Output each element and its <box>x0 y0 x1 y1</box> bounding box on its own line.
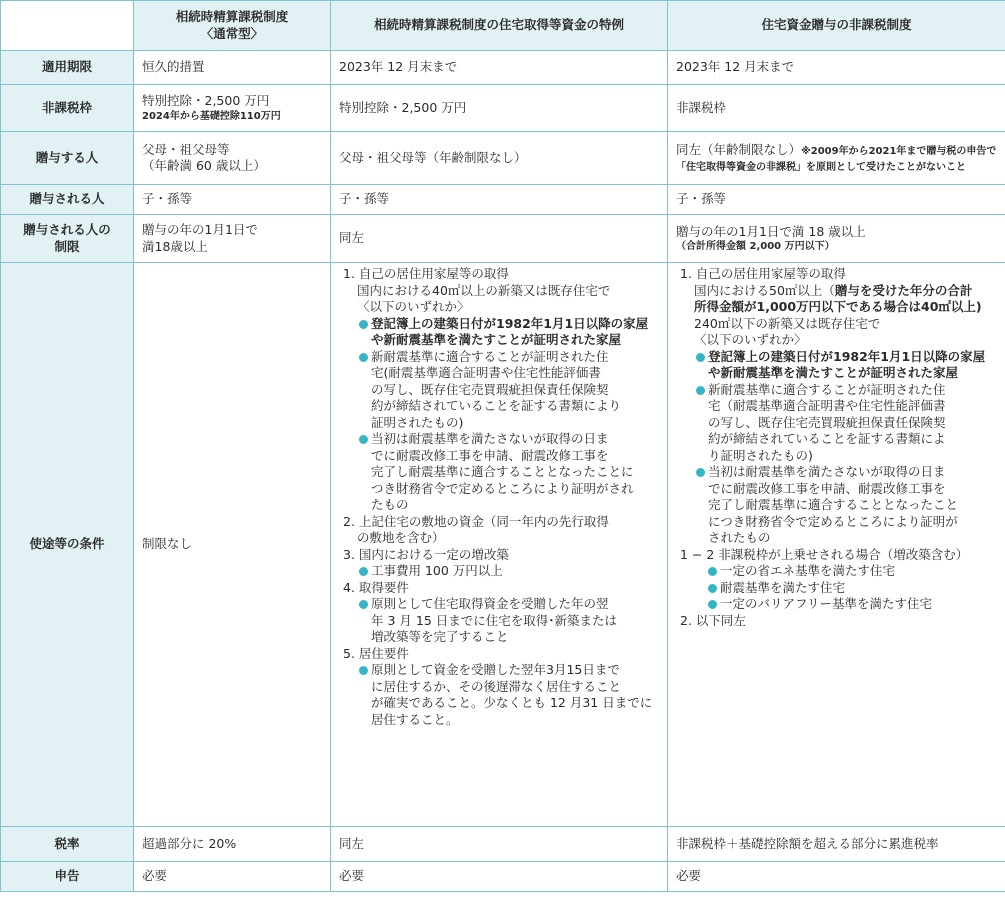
cell-taxrate-exempt: 非課税枠＋基礎控除額を超える部分に累進税率 <box>668 827 1005 862</box>
usage-exempt-cont: 約が締結されていることを証する書類によ <box>708 431 946 446</box>
limit-label-line1: 贈与される人の <box>23 222 111 237</box>
usage-exempt-bullet: 当初は耐震基準を満たさないが取得の日ま <box>676 464 997 481</box>
usage-exempt-text-a: 国内における50㎡以上（ <box>694 282 835 298</box>
usage-exempt-text-b: 贈与を受けた年分の合計 <box>834 282 973 298</box>
usage-exempt-bullet: 耐震基準を満たす住宅 <box>676 580 997 597</box>
usage-special-bullet: 当初は耐震基準を満たさないが取得の日ま <box>339 431 659 448</box>
header-row <box>1 1 1005 51</box>
cell-period-exempt: 2023年 12 月末まで <box>668 51 1005 85</box>
usage-special-bullet: 原則として資金を受贈した翌年3月15日まで <box>339 662 659 679</box>
cell-usage-regular: 制限なし <box>134 263 331 827</box>
row-period <box>1 51 1005 85</box>
usage-exempt-cont: につき財務省令で定めるところにより証明が <box>708 513 958 529</box>
row-filing <box>1 862 1005 892</box>
cell-giver-regular <box>134 132 331 185</box>
limit-regular-line1: 贈与の年の1月1日で <box>142 222 258 237</box>
cell-giver-special: 父母・祖父母等（年齢制限なし） <box>331 132 668 185</box>
row-label-receiver: 贈与される人 <box>1 185 134 215</box>
usage-exempt-cont: り証明されたもの) <box>708 447 813 463</box>
header-regular <box>134 1 331 51</box>
cell-taxrate-special: 同左 <box>331 827 668 862</box>
row-receiver <box>1 185 1005 215</box>
header-regular-line2: 〈通常型〉 <box>200 25 264 41</box>
row-label-exempt: 非課税枠 <box>1 85 134 132</box>
cell-limit-regular <box>134 215 331 263</box>
limit-regular-line2: 満18歳以上 <box>142 238 208 254</box>
usage-special-item2: 2. 上記住宅の敷地の資金（同一年内の先行取得 <box>343 513 609 529</box>
cell-usage-special <box>331 263 668 827</box>
usage-exempt-cont: されたもの <box>708 530 771 545</box>
cell-exempt-exempt: 非課税枠 <box>668 85 1005 132</box>
usage-special-bullet: 原則として住宅取得資金を受贈した年の翌 <box>339 596 659 613</box>
cell-receiver-regular: 子・孫等 <box>134 185 331 215</box>
cell-limit-special: 同左 <box>331 215 668 263</box>
usage-special-item4: 4. 取得要件 <box>343 579 409 595</box>
giver-regular-line1: 父母・祖父母等 <box>142 141 230 157</box>
usage-special-cont: が確実であること。少なくとも 12 月31 日までに <box>371 695 653 710</box>
usage-exempt-bullet: 一定のバリアフリー基準を満たす住宅 <box>676 596 997 613</box>
usage-exempt-cont: や新耐震基準を満たすことが証明された家屋 <box>708 365 959 380</box>
usage-exempt-text <box>676 283 997 300</box>
usage-special-text: 〈以下のいずれか〉 <box>357 299 470 314</box>
usage-exempt-item2: 2. 以下同左 <box>680 612 746 628</box>
usage-special-bullet: 登記簿上の建築日付が1982年1月1日以降の家屋 <box>339 316 659 333</box>
row-label-period: 適用期限 <box>1 51 134 85</box>
usage-special-item3: 3. 国内における一定の増改築 <box>343 546 509 562</box>
giver-exempt-note1: ※2009年から2021年まで贈与税の申告で <box>801 146 997 158</box>
cell-taxrate-regular: 超過部分に 20% <box>134 827 331 862</box>
exempt-regular-note: 2024年から基礎控除110万円 <box>142 110 281 122</box>
usage-special-bullet: 新耐震基準に適合することが証明された住 <box>339 349 659 366</box>
row-label-usage: 使途等の条件 <box>1 263 134 827</box>
usage-special-cont: 証明されたもの) <box>371 414 464 430</box>
limit-exempt-line1: 贈与の年の1月1日で満 18 歳以上 <box>676 223 866 239</box>
usage-special-cont: 居住すること。 <box>371 711 459 727</box>
row-exempt <box>1 85 1005 132</box>
usage-special-cont: 完了し耐震基準に適合することとなったことに <box>371 464 634 479</box>
row-label-taxrate: 税率 <box>1 827 134 862</box>
exempt-regular-line1: 特別控除・2,500 万円 <box>142 93 270 109</box>
usage-special-cont: 年 3 月 15 日までに住宅を取得･新築または <box>371 612 618 628</box>
usage-special-item1: 1. 自己の居住用家屋等の取得 <box>343 266 509 281</box>
usage-special-cont: 増改築等を完了すること <box>371 629 509 644</box>
header-housing-exempt: 住宅資金贈与の非課税制度 <box>668 1 1005 51</box>
cell-filing-regular: 必要 <box>134 862 331 892</box>
row-label-giver: 贈与する人 <box>1 132 134 185</box>
usage-special-item5: 5. 居住要件 <box>343 645 409 661</box>
usage-special-text: 国内における40㎡以上の新築又は既存住宅で <box>357 282 611 298</box>
usage-special-cont: でに耐震改修工事を申請、耐震改修工事を <box>371 447 609 463</box>
giver-exempt-main: 同左（年齢制限なし） <box>676 142 802 158</box>
cell-receiver-exempt: 子・孫等 <box>668 185 1005 215</box>
cell-receiver-special: 子・孫等 <box>331 185 668 215</box>
usage-exempt-cont: でに耐震改修工事を申請、耐震改修工事を <box>708 480 946 496</box>
usage-special-cont: や新耐震基準を満たすことが証明された家屋 <box>371 332 622 347</box>
usage-special-cont: に居住するか、その後遅滞なく居住すること <box>371 678 622 694</box>
row-label-limit <box>1 215 134 263</box>
usage-special-cont: 約が締結されていることを証する書類により <box>371 398 622 413</box>
usage-exempt-text: 所得金額が1,000万円以下である場合は40㎡以上) <box>694 299 982 314</box>
cell-usage-exempt <box>668 263 1005 827</box>
cell-exempt-regular <box>134 85 331 132</box>
usage-exempt-bullet: 登記簿上の建築日付が1982年1月1日以降の家屋 <box>676 349 997 366</box>
cell-exempt-special: 特別控除・2,500 万円 <box>331 85 668 132</box>
cell-filing-special: 必要 <box>331 862 668 892</box>
usage-exempt-cont: 完了し耐震基準に適合することとなったこと <box>708 497 959 512</box>
usage-exempt-item1-2: 1 − 2 非課税枠が上乗せされる場合（増改築含む） <box>680 546 969 562</box>
usage-exempt-bullet: 新耐震基準に適合することが証明された住 <box>676 382 997 399</box>
usage-special-bullet: 工事費用 100 万円以上 <box>339 563 659 580</box>
giver-regular-line2: （年齢満 60 歳以上） <box>142 158 266 173</box>
cell-period-regular: 恒久的措置 <box>134 51 331 85</box>
limit-exempt-note: （合計所得金額 2,000 万円以下） <box>676 241 835 253</box>
header-housing-special: 相続時精算課税制度の住宅取得等資金の特例 <box>331 1 668 51</box>
usage-exempt-text: 〈以下のいずれか〉 <box>694 332 807 347</box>
cell-limit-exempt <box>668 215 1005 263</box>
usage-exempt-text: 240㎡以下の新築又は既存住宅で <box>694 315 881 331</box>
row-limit <box>1 215 1005 263</box>
usage-exempt-bullet: 一定の省エネ基準を満たす住宅 <box>676 563 997 580</box>
row-label-filing: 申告 <box>1 862 134 892</box>
usage-exempt-item1: 1. 自己の居住用家屋等の取得 <box>680 266 846 281</box>
usage-special-cont: 宅(耐震基準適合証明書や住宅性能評価書 <box>371 365 601 380</box>
row-giver <box>1 132 1005 185</box>
usage-exempt-cont: 宅（耐震基準適合証明書や住宅性能評価書 <box>708 398 946 413</box>
usage-special-text: の敷地を含む） <box>357 530 445 545</box>
corner-cell <box>1 1 134 51</box>
cell-period-special: 2023年 12 月末まで <box>331 51 668 85</box>
cell-filing-exempt: 必要 <box>668 862 1005 892</box>
usage-special-cont: たもの <box>371 497 409 512</box>
usage-special-cont: つき財務省令で定めるところにより証明がされ <box>371 480 634 496</box>
row-taxrate <box>1 827 1005 862</box>
giver-exempt-note2: 「住宅取得等資金の非課税」を原則として受けたことがないこと <box>676 161 966 173</box>
header-regular-line1: 相続時精算課税制度 <box>175 9 289 24</box>
cell-giver-exempt <box>668 132 1005 185</box>
limit-label-line2: 制限 <box>54 238 80 254</box>
usage-exempt-cont: の写し、既存住宅売買瑕疵担保責任保険契 <box>708 414 946 430</box>
row-usage <box>1 263 1005 827</box>
usage-special-cont: の写し、既存住宅売買瑕疵担保責任保険契 <box>371 381 609 397</box>
